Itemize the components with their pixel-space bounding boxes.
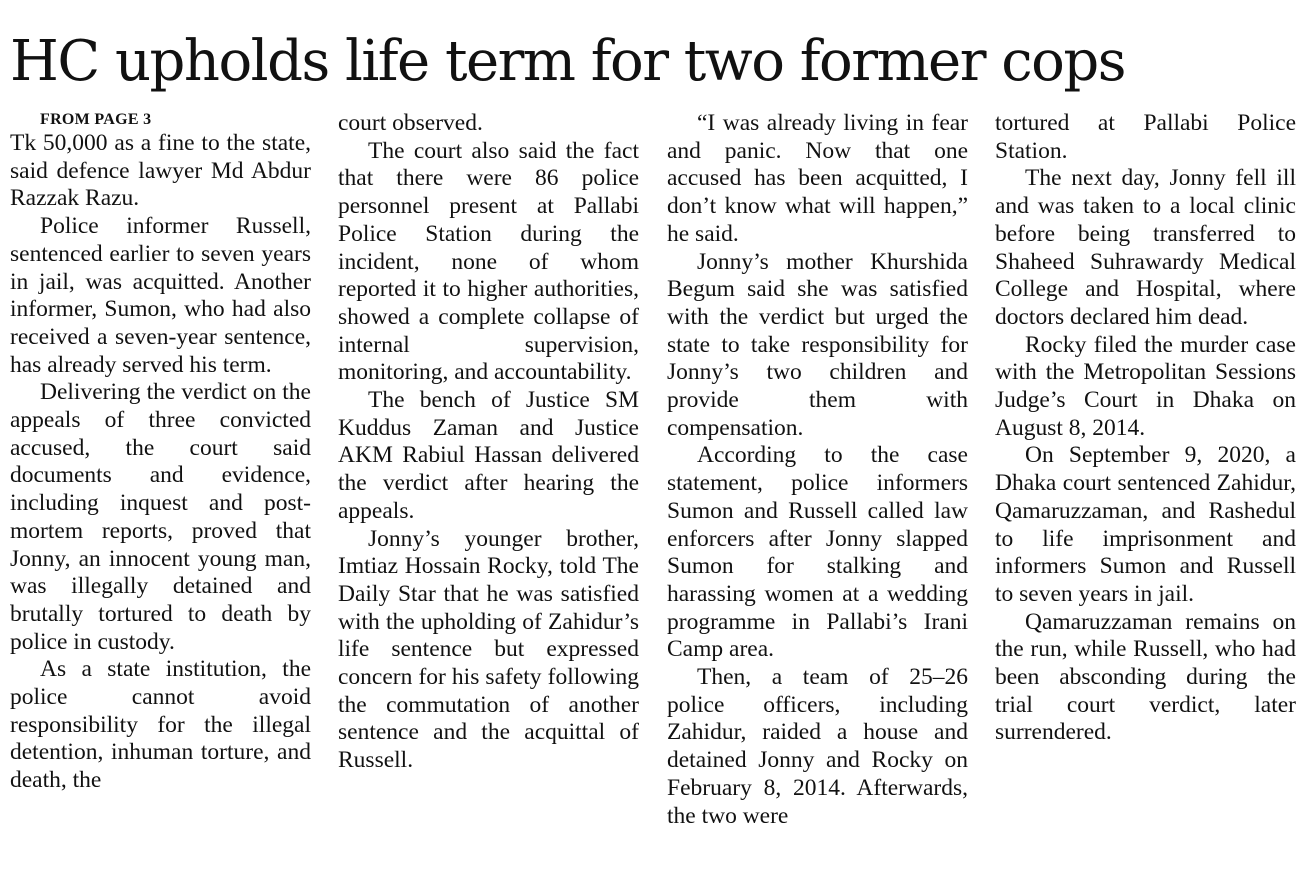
paragraph: Then, a team of 25–26 police officers, including Zahidur, raided a house and detained Jonny and Rocky on February 8, 2014. Afterwards, the two were	[667, 664, 968, 829]
paragraph: tortured at Pallabi Police Station.	[995, 110, 1296, 164]
column-2	[338, 110, 639, 775]
column-4	[995, 110, 1296, 747]
kicker: FROM PAGE 3	[40, 111, 152, 128]
paragraph: The next day, Jonny fell ill and was taken to a local clinic before being transferred to Shaheed Suhrawardy Medical College and Hospital, where doctors declared him dead.	[995, 165, 1296, 330]
paragraph: As a state institution, the police cannot avoid responsibility for the illegal detention, inhuman torture, and death, the	[10, 656, 311, 794]
paragraph: The bench of Justice SM Kuddus Zaman and Justice AKM Rabiul Hassan delivered the verdict after hearing the appeals.	[338, 387, 639, 524]
paragraph: The court also said the fact that there were 86 police personnel present at Pallabi Police Station during the incident, none of whom reported it to higher authorities, showed a complete collapse of internal supervision, monitoring, and accountability.	[338, 137, 639, 386]
paragraph: court observed.	[338, 110, 483, 136]
paragraph: Delivering the verdict on the appeals of three convicted accused, the court said documents and evidence, including inquest and post-mortem reports, proved that Jonny, an innocent young man, was illegally detained and brutally tortured to death by police in custody.	[10, 379, 311, 655]
paragraph: Police informer Russell, sentenced earlier to seven years in jail, was acquitted. Another informer, Sumon, who had also received a seven-year sentence, has already served his term.	[10, 213, 311, 378]
paragraph: According to the case statement, police informers Sumon and Russell called law enforcers after Jonny slapped Sumon for stalking and harassing women at a wedding programme in Pallabi’s Irani Camp area.	[667, 442, 968, 663]
column-1	[10, 110, 311, 795]
paragraph: Jonny’s younger brother, Imtiaz Hossain Rocky, told The Daily Star that he was satisfied with the upholding of Zahidur’s life sentence but expressed concern for his safety following the commutation of another sentence and the acquittal of Russell.	[338, 525, 639, 774]
paragraph: Tk 50,000 as a fine to the state, said defence lawyer Md Abdur Razzak Razu.	[10, 130, 311, 212]
column-3	[667, 110, 968, 830]
paragraph: On September 9, 2020, a Dhaka court sentenced Zahidur, Qamaruzzaman, and Rashedul to life imprisonment and informers Sumon and Russell to seven years in jail.	[995, 442, 1296, 607]
paragraph: Rocky filed the murder case with the Metropolitan Sessions Judge’s Court in Dhaka on August 8, 2014.	[995, 331, 1296, 441]
paragraph: “I was already living in fear and panic. Now that one accused has been acquitted, I don’t know what will happen,” he said.	[667, 110, 968, 247]
headline: HC upholds life term for two former cops	[10, 29, 1125, 94]
paragraph: Qamaruzzaman remains on the run, while Russell, who had been absconding during the trial court verdict, later surrendered.	[995, 608, 1296, 746]
paragraph: Jonny’s mother Khurshida Begum said she was satisfied with the verdict but urged the state to take responsibility for Jonny’s two children and provide them with compensation.	[667, 248, 968, 441]
article-body	[10, 110, 1296, 866]
